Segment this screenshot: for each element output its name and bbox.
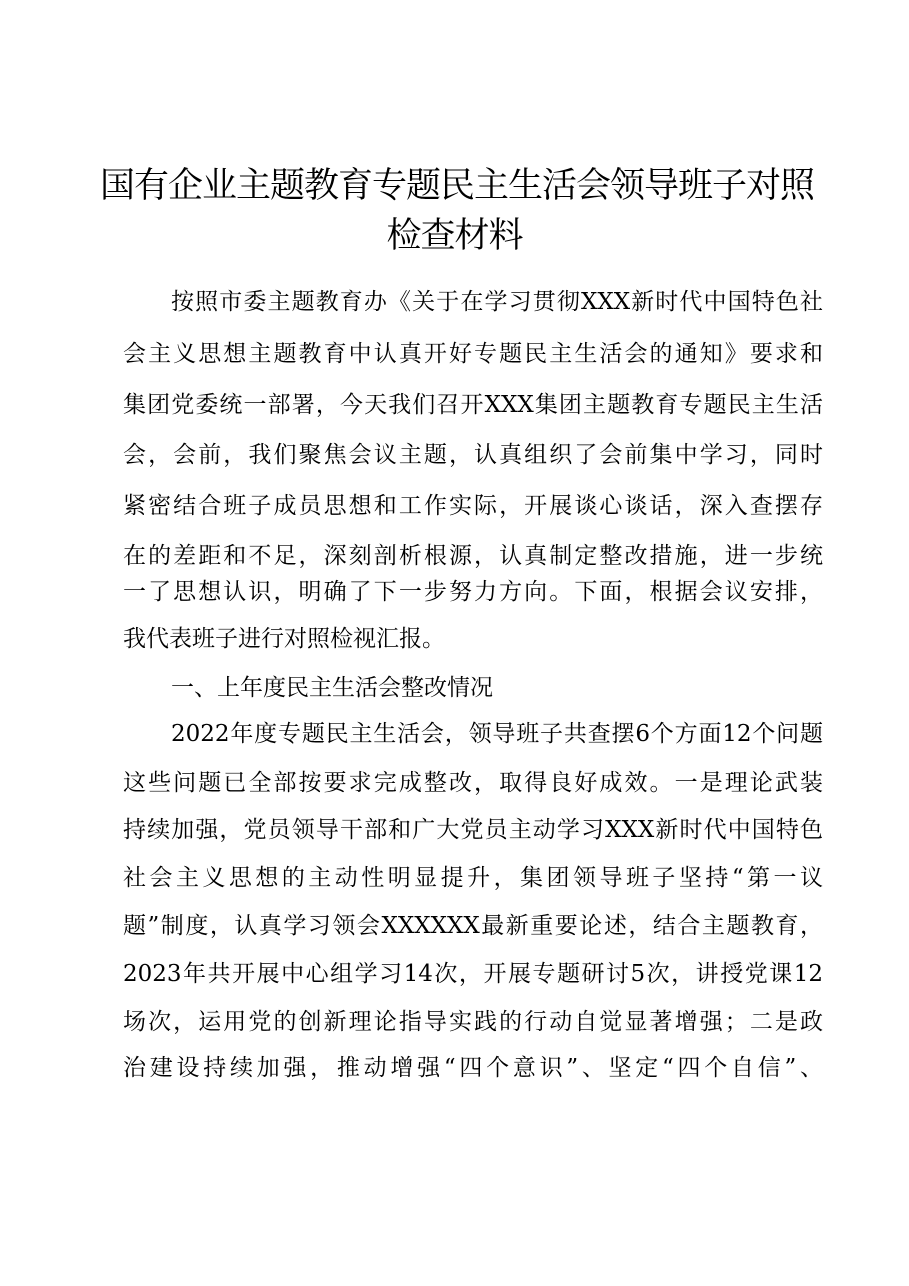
paragraph-line: 治建设持续加强，推动增强“四个意识”、坚定“四个自信”、 <box>123 1055 823 1081</box>
document-title-line-1: 国有企业主题教育专题民主生活会领导班子对照 <box>100 166 815 206</box>
paragraph-line: 题”制度，认真学习领会XXXXXX最新重要论述，结合主题教育， <box>123 913 823 939</box>
paragraph-line: 按照市委主题教育办《关于在学习贯彻XXX新时代中国特色社 <box>171 289 823 315</box>
paragraph-line: 我代表班子进行对照检视汇报。 <box>123 626 445 652</box>
paragraph-line: 在的差距和不足，深刻剖析根源，认真制定整改措施，进一步统 <box>123 543 823 569</box>
paragraph-line: 会，会前，我们聚焦会议主题，认真组织了会前集中学习，同时 <box>123 442 823 468</box>
paragraph-line: 社会主义思想的主动性明显提升，集团领导班子坚持“第一议 <box>123 865 823 891</box>
section-heading: 一、上年度民主生活会整改情况 <box>171 675 493 701</box>
paragraph-line: 这些问题已全部按要求完成整改，取得良好成效。一是理论武装 <box>123 770 823 796</box>
document-title-line-2: 检查材料 <box>386 216 523 256</box>
paragraph-line: 紧密结合班子成员思想和工作实际，开展谈心谈话，深入查摆存 <box>123 493 823 519</box>
paragraph-line: 一了思想认识，明确了下一步努力方向。下面，根据会议安排， <box>123 579 823 605</box>
paragraph-line: 2022年度专题民主生活会，领导班子共查摆6个方面12个问题 <box>171 721 823 747</box>
paragraph-line: 场次，运用党的创新理论指导实践的行动自觉显著增强；二是政 <box>123 1009 823 1035</box>
paragraph-line: 持续加强，党员领导干部和广大党员主动学习XXX新时代中国特色 <box>123 817 823 843</box>
paragraph-line: 集团党委统一部署，今天我们召开XXX集团主题教育专题民主生活 <box>123 392 823 418</box>
paragraph-line: 会主义思想主题教育中认真开好专题民主生活会的通知》要求和 <box>123 341 823 367</box>
paragraph-line: 2023年共开展中心组学习14次，开展专题研讨5次，讲授党课12 <box>123 961 823 987</box>
